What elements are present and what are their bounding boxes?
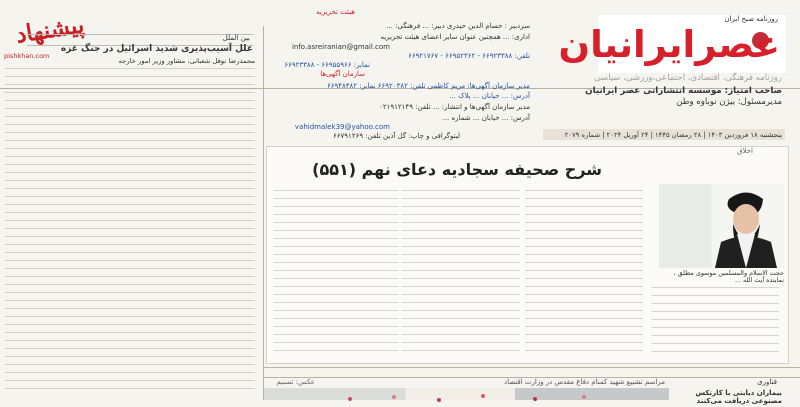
bottom-right-label: فناوری bbox=[757, 378, 777, 386]
bottom-left-label: عکس: تسنیم bbox=[276, 378, 315, 386]
newspaper-name: عصرایرانیان bbox=[558, 23, 780, 66]
site-title: سازمان آگهی‌ها bbox=[320, 70, 365, 78]
paper-website: pishkhan.com bbox=[4, 52, 50, 60]
publisher: صاحب امتیاز: موسسه انتشاراتی عصر ایرانیان bbox=[585, 86, 782, 96]
phone-line: تلفن: ۶۶۹۲۳۳۸۸ - ۶۶۹۵۲۳۶۲ - ۶۶۹۲۱۷۶۷ bbox=[408, 52, 530, 60]
featured-text-column-2 bbox=[402, 190, 520, 354]
paper-logo: پیشنهاد bbox=[14, 11, 87, 49]
featured-title: شرح صحیفه سجادیه دعای نهم (۵۵۱) bbox=[312, 160, 602, 179]
director: مدیرمسئول: بیژن نوباوه وطن bbox=[676, 97, 782, 107]
ad-line-4: آدرس: ... خیابان ... شماره ... bbox=[442, 114, 530, 122]
ad-line-1: مدیر سازمان آگهی‌ها: مریم کاظمی تلفن: ۶۶۹۲۰۳۸۲ نمابر: ۶۶۹۴۸۴۸۲ bbox=[326, 82, 530, 90]
editorial-line-1: سردبیر : حسام الدین حیدری دبیر: ... فرهنگی: ... bbox=[386, 22, 530, 30]
left-article-text bbox=[5, 68, 255, 396]
left-byline: محمدرضا نوفل شعبانی، مشاور وزیر امور خارجه bbox=[118, 57, 255, 65]
email: info.asreiranian@gmail.com bbox=[291, 43, 390, 51]
bottom-caption: مراسم تشییع شهید کمنام دفاع مقدس در وزارت اقتصاد bbox=[503, 378, 665, 386]
ceremony-photo bbox=[264, 388, 669, 400]
print-line: لیتوگرافی و چاپ: گل آذین تلفن: ۶۶۷۹۱۲۶۹ bbox=[333, 132, 460, 140]
date-line: پنجشنبه ۱۸ فروردین ۱۴۰۳ | ۲۸ رمضان ۱۴۴۵ | ۲۴ آوریل ۲۰۲۴ | شماره ۲۰۷۹ bbox=[564, 131, 782, 139]
author-portrait-icon bbox=[659, 184, 784, 268]
fax-line: نمابر: ۶۶۹۵۵۹۶۶ - ۶۶۹۲۳۳۸۸ bbox=[284, 61, 370, 69]
featured-text-column-4 bbox=[651, 287, 779, 352]
featured-text-column-3 bbox=[525, 190, 643, 354]
featured-text-column-1 bbox=[274, 190, 398, 354]
newspaper-logo bbox=[558, 15, 786, 73]
logo-tag: روزنامه صبح ایران bbox=[724, 15, 778, 23]
ad-line-3: مدیر سازمان آگهی‌ها و انتشار: ... تلفن: ۰۲۱۹۱۲۱۴۹ bbox=[379, 103, 530, 111]
featured-label: اخلاق bbox=[737, 147, 753, 155]
editorial-line-2: اداری: ... همچنین عنوان سایر اعضای هیئت تحریریه bbox=[380, 33, 530, 41]
left-column-divider bbox=[263, 26, 264, 400]
editorial-title: هیئت تحریریه bbox=[316, 8, 355, 16]
author-photo bbox=[659, 184, 784, 268]
right-bottom-title: بیماران دیابتی با کارتکس مصنوعی دریافت می‌کنند bbox=[695, 389, 782, 405]
featured-divider bbox=[263, 367, 800, 368]
left-article-title: علل آسیب‌پذیری شدید اسرائیل در جنگ غزه bbox=[60, 44, 253, 54]
ad-line-2: آدرس: ... خیابان ... پلاک ... bbox=[449, 92, 530, 100]
website: vahidmalek39@yahoo.com bbox=[294, 123, 390, 131]
left-header: بین الملل bbox=[222, 34, 250, 42]
author-caption: حجت الاسلام والمسلمین موسوی مطلق ، نماینده آیت الله ... bbox=[673, 269, 784, 285]
flowers-icon bbox=[264, 391, 669, 403]
subtitle: روزنامه فرهنگی، اقتصادی، اجتماعی،ورزشی، سیاسی bbox=[594, 73, 782, 83]
